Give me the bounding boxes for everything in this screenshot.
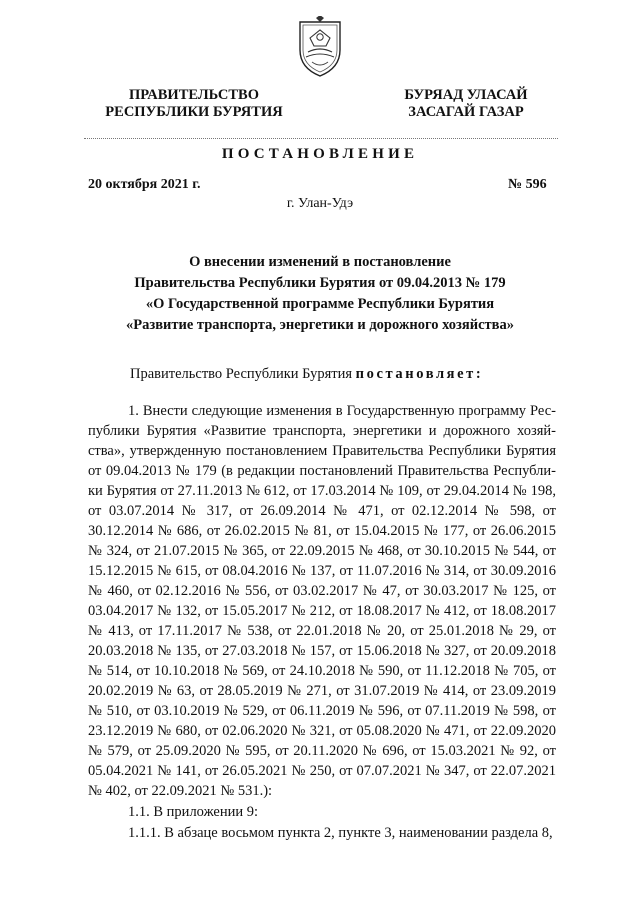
document-date: 20 октября 2021 г. (88, 177, 201, 192)
issuer-line: ЗАСАГАЙ ГАЗАР (408, 104, 524, 120)
document-type: ПОСТАНОВЛЕНИЕ (221, 146, 419, 162)
subject-line: «О Государственной программе Республики Бурятия (145, 296, 495, 312)
issuer-name-buryat (384, 87, 548, 121)
subject-line: «Развитие транспорта, энергетики и дорожного хозяйства» (126, 317, 514, 333)
header-divider (84, 138, 558, 139)
issuer-line: РЕСПУБЛИКИ БУРЯТИЯ (105, 104, 283, 120)
document-number: № 596 (508, 177, 547, 192)
document-city: г. Улан-Удэ (286, 196, 354, 211)
preamble-verb: постановляет: (355, 366, 484, 382)
item-1-1-1-paragraph: 1.1.1. В абзаце восьмом пункта 2, пункте 3, наименовании раздела 8, (128, 825, 553, 841)
preamble (130, 366, 483, 383)
issuer-line: ПРАВИТЕЛЬСТВО (129, 87, 259, 103)
item-1-paragraph: 1. Внести следующие изменения в Государственную программу Республики Бурятия «Развитие транспорта, энергетики и дорожного хозяйства», утвержденную постановлением Правительства Республики Бурятия от 09.04.2013 № 179 (в редакции постановлений Правительства Республики Бурятия от 27.11.2013 № 612, от 17.03.2014 № 109, от 29.04.2014 № 198, от 03.07.2014 № 317, от 26.09.2014 № 471, от 02.12.2014 № 598, от 30.12.2014 № 686, от 26.02.2015 № 81, от 15.04.2015 № 177, от 26.06.2015 № 324, от 21.07.2015 № 365, от 22.09.2015 № 468, от 30.10.2015 № 544, от 15.12.2015 № 615, от 08.04.2016 № 137, от 11.07.2016 № 314, от 30.09.2016 № 460, от 02.12.2016 № 556, от 03.02.2017 № 47, от 30.03.2017 № 125, от 03.04.2017 № 132, от 15.05.2017 № 212, от 18.08.2017 № 412, от 18.08.2017 № 413, от 17.11.2017 № 538, от 22.01.2018 № 20, от 25.01.2018 № 29, от 20.03.2018 № 135, от 27.03.2018 № 157, от 15.06.2018 № 327, от 20.09.2018 № 514, от 10.10.2018 № 569, от 24.10.2018 № 590, от 11.12.2018 № 705, от 20.02.2019 № 63, от 28.05.2019 № 271, от 31.07.2019 № 414, от 23.09.2019 № 510, от 03.10.2019 № 529, от 06.11.2019 № 596, от 07.11.2019 № 598, от 23.12.2019 № 680, от 02.06.2020 № 321, от 05.08.2020 № 471, от 22.09.2020 № 579, от 25.09.2020 № 595, от 20.11.2020 № 696, от 15.03.2021 № 92, от 05.04.2021 № 141, от 26.05.2021 № 250, от 07.07.2021 № 347, от 22.07.2021 № 402, от 22.09.2021 № 531.): (88, 403, 556, 799)
subject-line: О внесении изменений в постановление (189, 254, 451, 270)
subject-line: Правительства Республики Бурятия от 09.04.2013 № 179 (134, 275, 506, 291)
preamble-text: Правительство Республики Бурятия (130, 366, 356, 382)
item-1-1-paragraph: 1.1. В приложении 9: (128, 804, 259, 820)
coat-of-arms-icon (296, 16, 344, 78)
issuer-name-russian (94, 87, 294, 121)
document-subject (80, 252, 560, 336)
issuer-line: БУРЯАД УЛАСАЙ (404, 87, 528, 103)
